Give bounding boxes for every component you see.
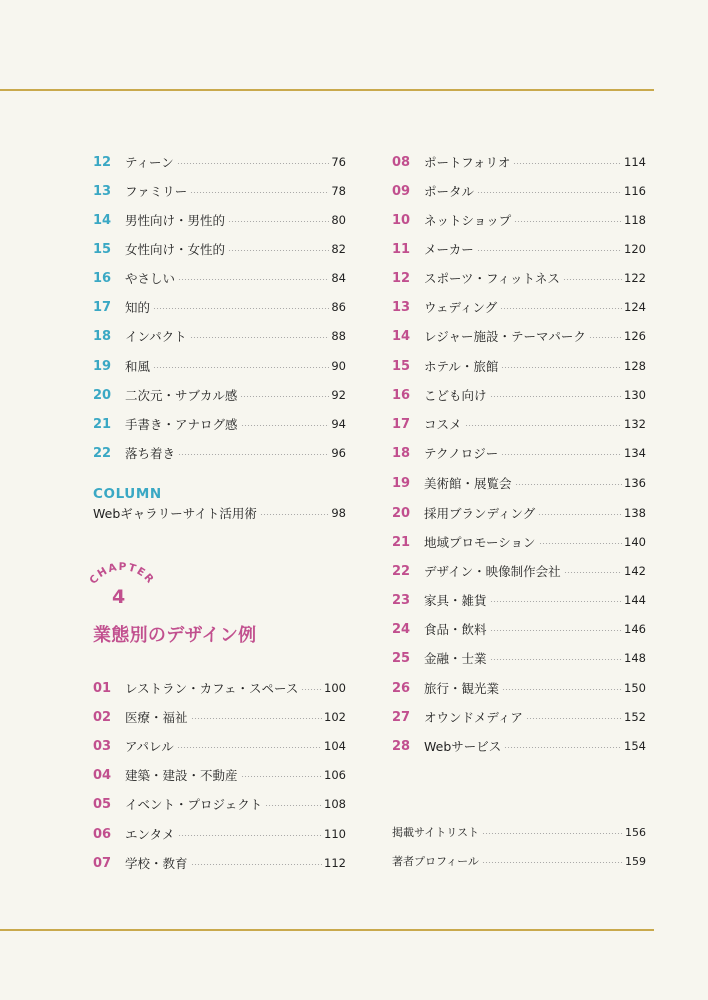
leader-dots [563,279,622,280]
entry-page: 138 [624,506,646,520]
toc-entry[interactable] [93,765,346,785]
toc-entry[interactable] [93,824,346,844]
toc-entry[interactable] [93,443,346,463]
leader-dots [490,630,623,631]
entry-title: 二次元・サブカル感 [125,388,238,403]
entry-number: 05 [93,796,112,812]
entry-number: 13 [392,299,411,315]
entry-title: 医療・福祉 [125,710,188,725]
entry-number: 23 [392,592,411,608]
entry-number: 11 [392,241,411,257]
entry-page: 76 [331,155,346,169]
entry-title: オウンドメディア [424,710,523,725]
entry-page: 154 [624,739,646,753]
toc-entry[interactable] [93,239,346,259]
entry-number: 22 [392,563,411,579]
toc-entry[interactable] [93,794,346,814]
toc-entry[interactable] [392,152,646,172]
bottom-rule [0,929,654,931]
entry-title: ファミリー [125,184,188,199]
leader-dots [513,163,622,164]
leader-dots [191,864,323,865]
entry-number: 21 [392,534,411,550]
entry-number: 07 [93,855,112,871]
toc-entry[interactable] [93,414,346,434]
toc-entry[interactable] [93,210,346,230]
leader-dots [228,221,329,222]
leader-dots [490,396,623,397]
leader-dots [178,454,329,455]
leader-dots [482,862,623,863]
entry-page: 148 [624,651,646,665]
toc-entry[interactable] [93,268,346,288]
entry-title: メーカー [424,242,474,257]
entry-page: 124 [624,300,646,314]
leader-dots [501,454,622,455]
leader-dots [564,572,622,573]
entry-title: こども向け [424,388,487,403]
toc-entry[interactable] [392,356,646,376]
leader-dots [260,514,329,515]
toc-entry[interactable] [392,736,646,756]
entry-page: 88 [331,329,346,343]
entry-page: 82 [331,242,346,256]
leader-dots [153,308,329,309]
entry-page: 98 [331,506,346,520]
leader-dots [228,250,329,251]
entry-page: 122 [624,271,646,285]
toc-entry[interactable] [93,356,346,376]
entry-title: デザイン・映像制作会社 [424,564,561,579]
leader-dots [504,747,622,748]
entry-title: 地域プロモーション [424,535,536,550]
entry-title: 女性向け・女性的 [125,242,226,257]
leader-dots [241,425,330,426]
leader-dots [265,805,322,806]
entry-title: Webギャラリーサイト活用術 [93,506,257,521]
column-heading: COLUMN [93,486,162,502]
entry-page: 90 [331,359,346,373]
leader-dots [240,396,329,397]
entry-page: 120 [624,242,646,256]
entry-number: 21 [93,416,112,432]
appendix-entry[interactable] [392,851,646,871]
entry-title: 学校・教育 [125,856,188,871]
entry-title: ポートフォリオ [424,155,511,170]
entry-number: 19 [93,358,112,374]
entry-number: 06 [93,826,112,842]
toc-entry[interactable] [392,678,646,698]
leader-dots [490,601,623,602]
toc-entry[interactable] [392,707,646,727]
entry-page: 134 [624,446,646,460]
entry-page: 140 [624,535,646,549]
toc-entry[interactable] [392,181,646,201]
leader-dots [500,308,622,309]
leader-dots [589,337,622,338]
entry-number: 20 [392,505,411,521]
entry-page: 150 [624,681,646,695]
entry-title: レストラン・カフェ・スペース [125,681,299,696]
entry-number: 13 [93,183,112,199]
entry-title: 男性向け・男性的 [125,213,226,228]
entry-page: 144 [624,593,646,607]
entry-page: 108 [324,797,346,811]
entry-title: 採用ブランディング [424,506,536,521]
toc-entry[interactable] [392,239,646,259]
entry-page: 146 [624,622,646,636]
leader-dots [153,367,329,368]
entry-page: 116 [624,184,646,198]
toc-entry[interactable] [93,853,346,873]
toc-entry[interactable] [392,648,646,668]
leader-dots [538,514,622,515]
toc-entry[interactable] [93,707,346,727]
entry-number: 19 [392,475,411,491]
entry-title: 旅行・観光業 [424,681,500,696]
entry-page: 156 [625,825,646,839]
entry-number: 03 [93,738,112,754]
entry-page: 114 [624,155,646,169]
leader-dots [482,833,623,834]
entry-number: 17 [392,416,411,432]
toc-entry[interactable] [93,385,346,405]
entry-page: 112 [324,856,346,870]
entry-page: 126 [624,329,646,343]
entry-page: 159 [625,854,646,868]
entry-number: 17 [93,299,112,315]
entry-page: 96 [331,446,346,460]
entry-title: 食品・飲料 [424,622,487,637]
entry-title: 和風 [125,359,151,374]
toc-entry[interactable] [93,736,346,756]
appendix-entry[interactable] [392,822,646,842]
entry-page: 130 [624,388,646,402]
entry-page: 84 [331,271,346,285]
entry-page: 128 [624,359,646,373]
entry-number: 02 [93,709,112,725]
toc-entry[interactable] [93,181,346,201]
toc-entry[interactable] [392,268,646,288]
entry-page: 92 [331,388,346,402]
entry-number: 25 [392,650,411,666]
entry-number: 20 [93,387,112,403]
entry-number: 16 [93,270,112,286]
entry-number: 09 [392,183,411,199]
toc-entry[interactable] [392,503,646,523]
toc-entry[interactable] [93,326,346,346]
leader-dots [526,718,622,719]
toc-entry[interactable] [392,210,646,230]
entry-number: 27 [392,709,411,725]
leader-dots [191,718,323,719]
entry-number: 04 [93,767,112,783]
toc-entry[interactable] [392,297,646,317]
entry-number: 12 [392,270,411,286]
leader-dots [301,689,322,690]
toc-entry[interactable] [93,678,346,698]
entry-number: 24 [392,621,411,637]
entry-page: 86 [331,300,346,314]
entry-title: ネットショップ [424,213,512,228]
toc-entry[interactable] [392,561,646,581]
entry-title: 落ち着き [125,446,176,461]
toc-entry[interactable] [392,326,646,346]
entry-number: 15 [93,241,112,257]
entry-page: 106 [324,768,346,782]
entry-title: やさしい [125,271,176,286]
entry-page: 142 [624,564,646,578]
leader-dots [177,163,330,164]
entry-number: 10 [392,212,411,228]
entry-number: 15 [392,358,411,374]
toc-entry[interactable] [392,385,646,405]
entry-title: 建築・建設・不動産 [125,768,238,783]
svg-text:CHAPTER [87,561,156,587]
leader-dots [502,689,622,690]
entry-number: 28 [392,738,411,754]
entry-title: アパレル [125,739,174,754]
entry-page: 94 [331,417,346,431]
toc-entry[interactable] [392,619,646,639]
entry-title: 掲載サイトリスト [392,826,480,839]
entry-title: イベント・プロジェクト [125,797,263,812]
leader-dots [501,367,622,368]
entry-title: インパクト [125,329,187,344]
toc-entry[interactable] [392,532,646,552]
top-rule [0,89,654,91]
entry-page: 102 [324,710,346,724]
entry-number: 16 [392,387,411,403]
entry-title: 手書き・アナログ感 [125,417,238,432]
chapter-title: 業態別のデザイン例 [93,625,257,646]
entry-number: 26 [392,680,411,696]
entry-page: 152 [624,710,646,724]
entry-page: 118 [624,213,646,227]
entry-title: 著者プロフィール [392,855,479,868]
entry-page: 136 [624,476,646,490]
leader-dots [465,425,623,426]
entry-title: 美術館・展覧会 [424,476,512,491]
leader-dots [177,747,322,748]
entry-title: ティーン [125,155,174,170]
entry-number: 18 [93,328,112,344]
entry-page: 104 [324,739,346,753]
entry-number: 14 [93,212,112,228]
leader-dots [477,250,622,251]
entry-title: ウェディング [424,300,498,315]
entry-title: ホテル・旅館 [424,359,499,374]
entry-number: 01 [93,680,112,696]
entry-title: Webサービス [424,739,502,754]
leader-dots [539,543,623,544]
leader-dots [477,192,622,193]
toc-entry[interactable] [93,297,346,317]
toc-entry[interactable] [392,443,646,463]
entry-page: 78 [331,184,346,198]
leader-dots [178,835,323,836]
leader-dots [190,337,330,338]
entry-title: 家具・雑貨 [424,593,487,608]
entry-title: エンタメ [125,827,175,842]
leader-dots [514,221,622,222]
entry-title: スポーツ・フィットネス [424,271,560,286]
leader-dots [490,659,623,660]
entry-title: コスメ [424,417,462,432]
leader-dots [190,192,329,193]
leader-dots [241,776,323,777]
chapter-word: CHAPTER [87,560,157,587]
entry-number: 18 [392,445,411,461]
entry-number: 12 [93,154,112,170]
chapter-number: 4 [112,586,126,608]
toc-entry[interactable] [392,414,646,434]
entry-title: 知的 [125,300,151,315]
column-entry[interactable] [93,503,346,523]
leader-dots [515,484,623,485]
entry-number: 08 [392,154,411,170]
entry-title: レジャー施設・テーマパーク [424,329,586,344]
toc-entry[interactable] [392,590,646,610]
entry-page: 132 [624,417,646,431]
entry-number: 22 [93,445,112,461]
toc-entry[interactable] [392,473,646,493]
entry-title: ポータル [424,184,475,199]
entry-page: 110 [324,827,346,841]
entry-title: 金融・士業 [424,651,487,666]
entry-page: 80 [331,213,346,227]
entry-number: 14 [392,328,411,344]
toc-entry[interactable] [93,152,346,172]
entry-title: テクノロジー [424,446,499,461]
leader-dots [178,279,329,280]
entry-page: 100 [324,681,346,695]
